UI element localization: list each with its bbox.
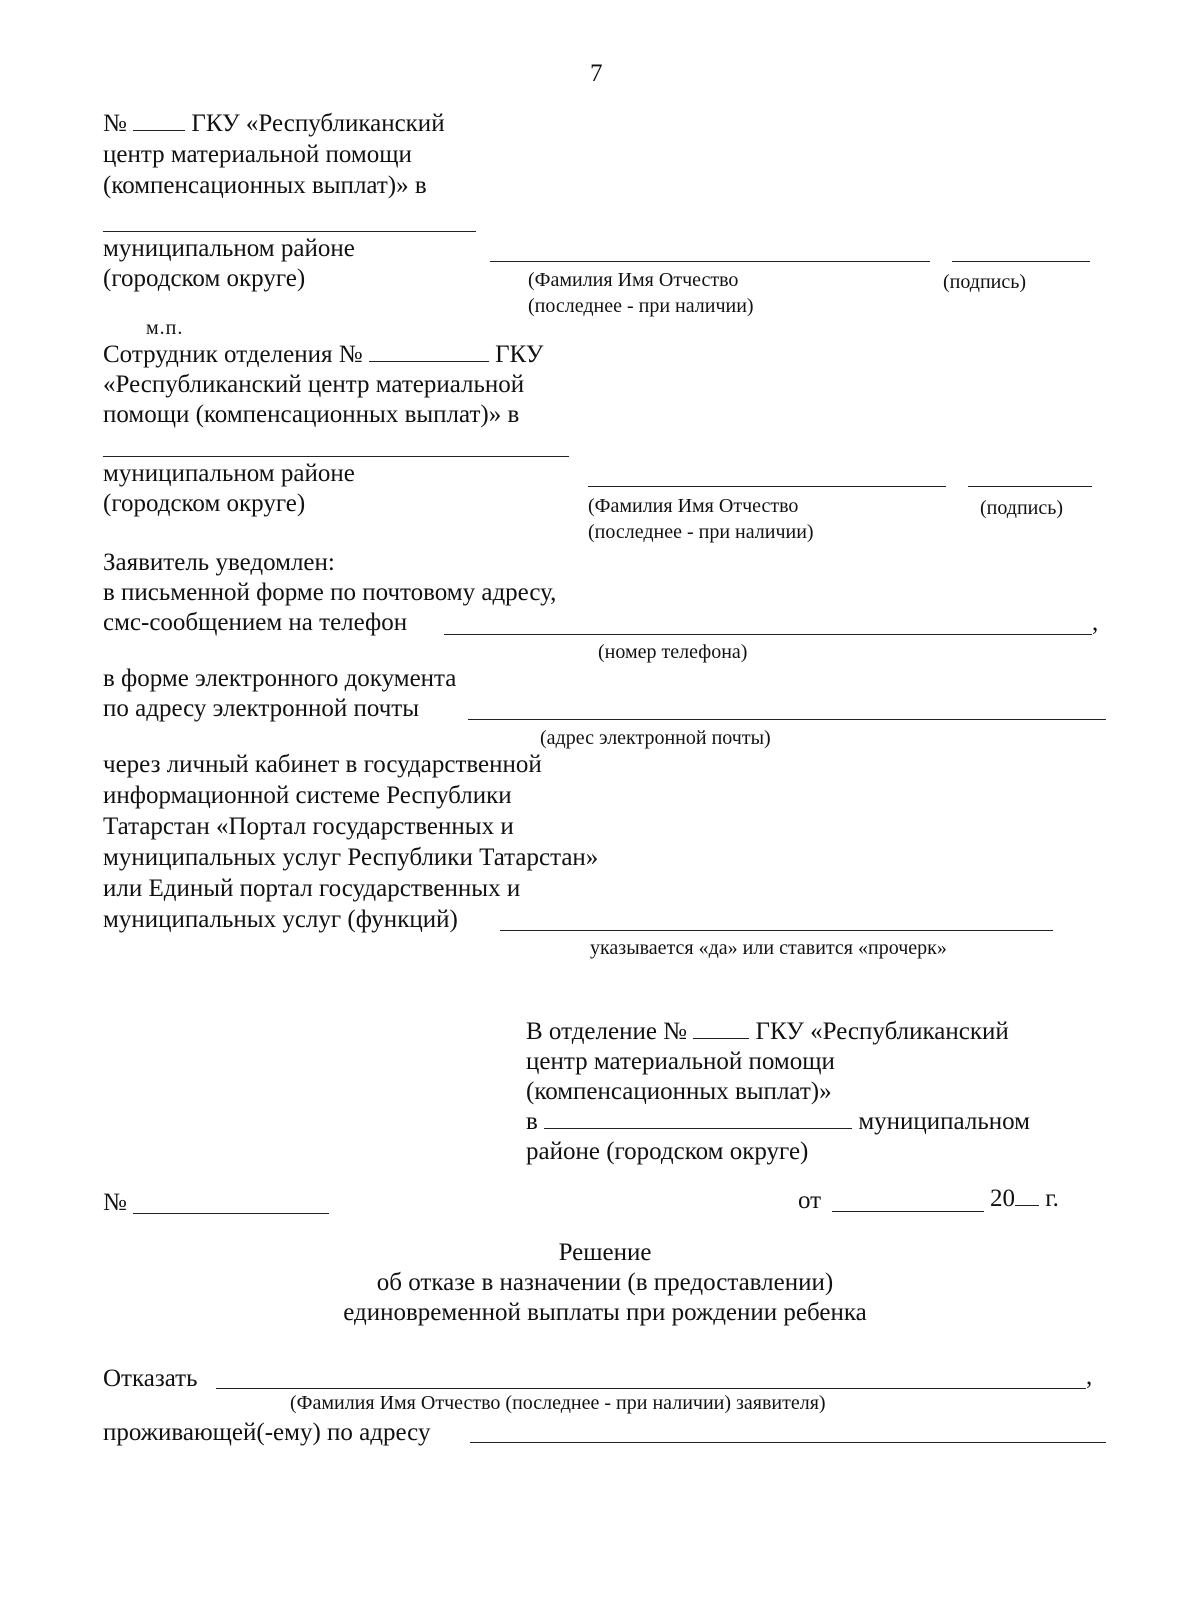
- phone-comma: ,: [1092, 609, 1099, 636]
- addressee-district-field[interactable]: [544, 1108, 852, 1129]
- block1-district-field[interactable]: [103, 231, 476, 232]
- notify-portal-line4: муниципальных услуг Республики Татарстан»: [103, 844, 599, 871]
- decision-number-field[interactable]: [133, 1213, 329, 1214]
- block1-fio-field[interactable]: [490, 261, 930, 262]
- notify-edoc-line2: по адресу электронной почты: [103, 695, 419, 722]
- date-field[interactable]: [832, 1211, 984, 1212]
- notify-portal-line1: через личный кабинет в государственной: [103, 751, 542, 778]
- block2-line4: муниципальном районе: [103, 460, 355, 487]
- notify-portal-line5: или Единый портал государственных и: [103, 875, 521, 902]
- address-label: проживающей(-ему) по адресу: [103, 1419, 431, 1446]
- applicant-name-field[interactable]: [216, 1388, 1086, 1389]
- decision-subtitle-line2: единовременной выплаты при рождении ребенка: [343, 1299, 867, 1326]
- addressee-org-start: ГКУ «Республиканский: [755, 1018, 1009, 1045]
- year-suffix: г.: [1045, 1185, 1059, 1212]
- block1-fio-caption2: (последнее - при наличии): [528, 295, 754, 317]
- block1-sign-caption: (подпись): [943, 271, 1027, 293]
- addressee-line5: районе (городском округе): [526, 1138, 809, 1165]
- number-sign: №: [103, 110, 127, 137]
- portal-answer-field[interactable]: [500, 930, 1053, 931]
- block2-sign-caption: (подпись): [980, 497, 1064, 519]
- block2-department-number-field[interactable]: [369, 341, 489, 362]
- notify-portal-line6: муниципальных услуг (функций): [103, 906, 458, 933]
- block1-line4: муниципальном районе: [103, 235, 355, 262]
- block2-line3: помощи (компенсационных выплат)» в: [103, 401, 520, 428]
- phone-field[interactable]: [444, 634, 1092, 635]
- addressee-line2: центр материальной помощи: [526, 1048, 835, 1075]
- page-number: 7: [590, 60, 603, 87]
- block2-line1: [103, 339, 543, 370]
- addressee-dept-number-field[interactable]: [693, 1018, 749, 1039]
- portal-caption: указывается «да» или ставится «прочерк»: [590, 937, 947, 959]
- addressee-line3: (компенсационных выплат)»: [526, 1078, 832, 1105]
- block1-fio-caption1: (Фамилия Имя Отчество: [528, 269, 739, 291]
- notify-mail: в письменной форме по почтовому адресу,: [103, 579, 557, 606]
- block2-fio-field[interactable]: [588, 486, 946, 487]
- block2-signature-field[interactable]: [968, 486, 1092, 487]
- refuse-label: Отказать: [103, 1365, 198, 1392]
- refuse-comma: ,: [1086, 1363, 1093, 1390]
- block1-signature-field[interactable]: [952, 261, 1090, 262]
- decision-title: Решение: [558, 1239, 652, 1266]
- notify-portal-line3: Татарстан «Портал государственных и: [103, 813, 514, 840]
- address-field[interactable]: [470, 1442, 1106, 1443]
- block1-number-field[interactable]: [133, 110, 185, 131]
- decision-number-label: №: [103, 1189, 127, 1216]
- decision-subtitle-line1: об отказе в назначении (в предоставлении): [376, 1269, 834, 1296]
- block2-district-field[interactable]: [103, 456, 569, 457]
- block2-employee-label: Сотрудник отделения №: [103, 341, 363, 368]
- block2-fio-caption1: (Фамилия Имя Отчество: [588, 495, 799, 517]
- block1-org-start: ГКУ «Республиканский: [191, 110, 445, 137]
- year-field-group: [990, 1183, 1059, 1214]
- block2-org-start: ГКУ: [495, 341, 544, 368]
- addressee-municipal-label: муниципальном: [858, 1108, 1030, 1135]
- addressee-line4: [526, 1106, 1030, 1137]
- phone-caption: (номер телефона): [598, 641, 748, 663]
- date-from-label: от: [798, 1187, 822, 1214]
- block2-line5: (городском округе): [103, 490, 306, 517]
- block2-fio-caption2: (последнее - при наличии): [588, 521, 814, 543]
- addressee-in-label: в: [526, 1108, 538, 1135]
- block1-line1: [103, 108, 445, 139]
- notify-portal-line2: информационной системе Республики: [103, 782, 512, 809]
- applicant-name-caption: (Фамилия Имя Отчество (последнее - при наличии) заявителя): [290, 1392, 826, 1414]
- addressee-line1: [526, 1016, 1009, 1047]
- block1-line2: центр материальной помощи: [103, 141, 412, 168]
- email-field[interactable]: [468, 719, 1106, 720]
- block1-line5: (городском округе): [103, 265, 306, 292]
- block2-line2: «Республиканский центр материальной: [103, 371, 525, 398]
- year-prefix: 20: [990, 1185, 1015, 1212]
- notify-title: Заявитель уведомлен:: [103, 549, 335, 576]
- notify-sms-label: смс-сообщением на телефон: [103, 609, 408, 636]
- addressee-dept-label: В отделение №: [526, 1018, 688, 1045]
- stamp-place: м.п.: [146, 317, 184, 339]
- year-field[interactable]: [1015, 1185, 1039, 1206]
- notify-edoc-line1: в форме электронного документа: [103, 665, 457, 692]
- email-caption: (адрес электронной почты): [540, 727, 771, 749]
- block1-line3: (компенсационных выплат)» в: [103, 172, 427, 199]
